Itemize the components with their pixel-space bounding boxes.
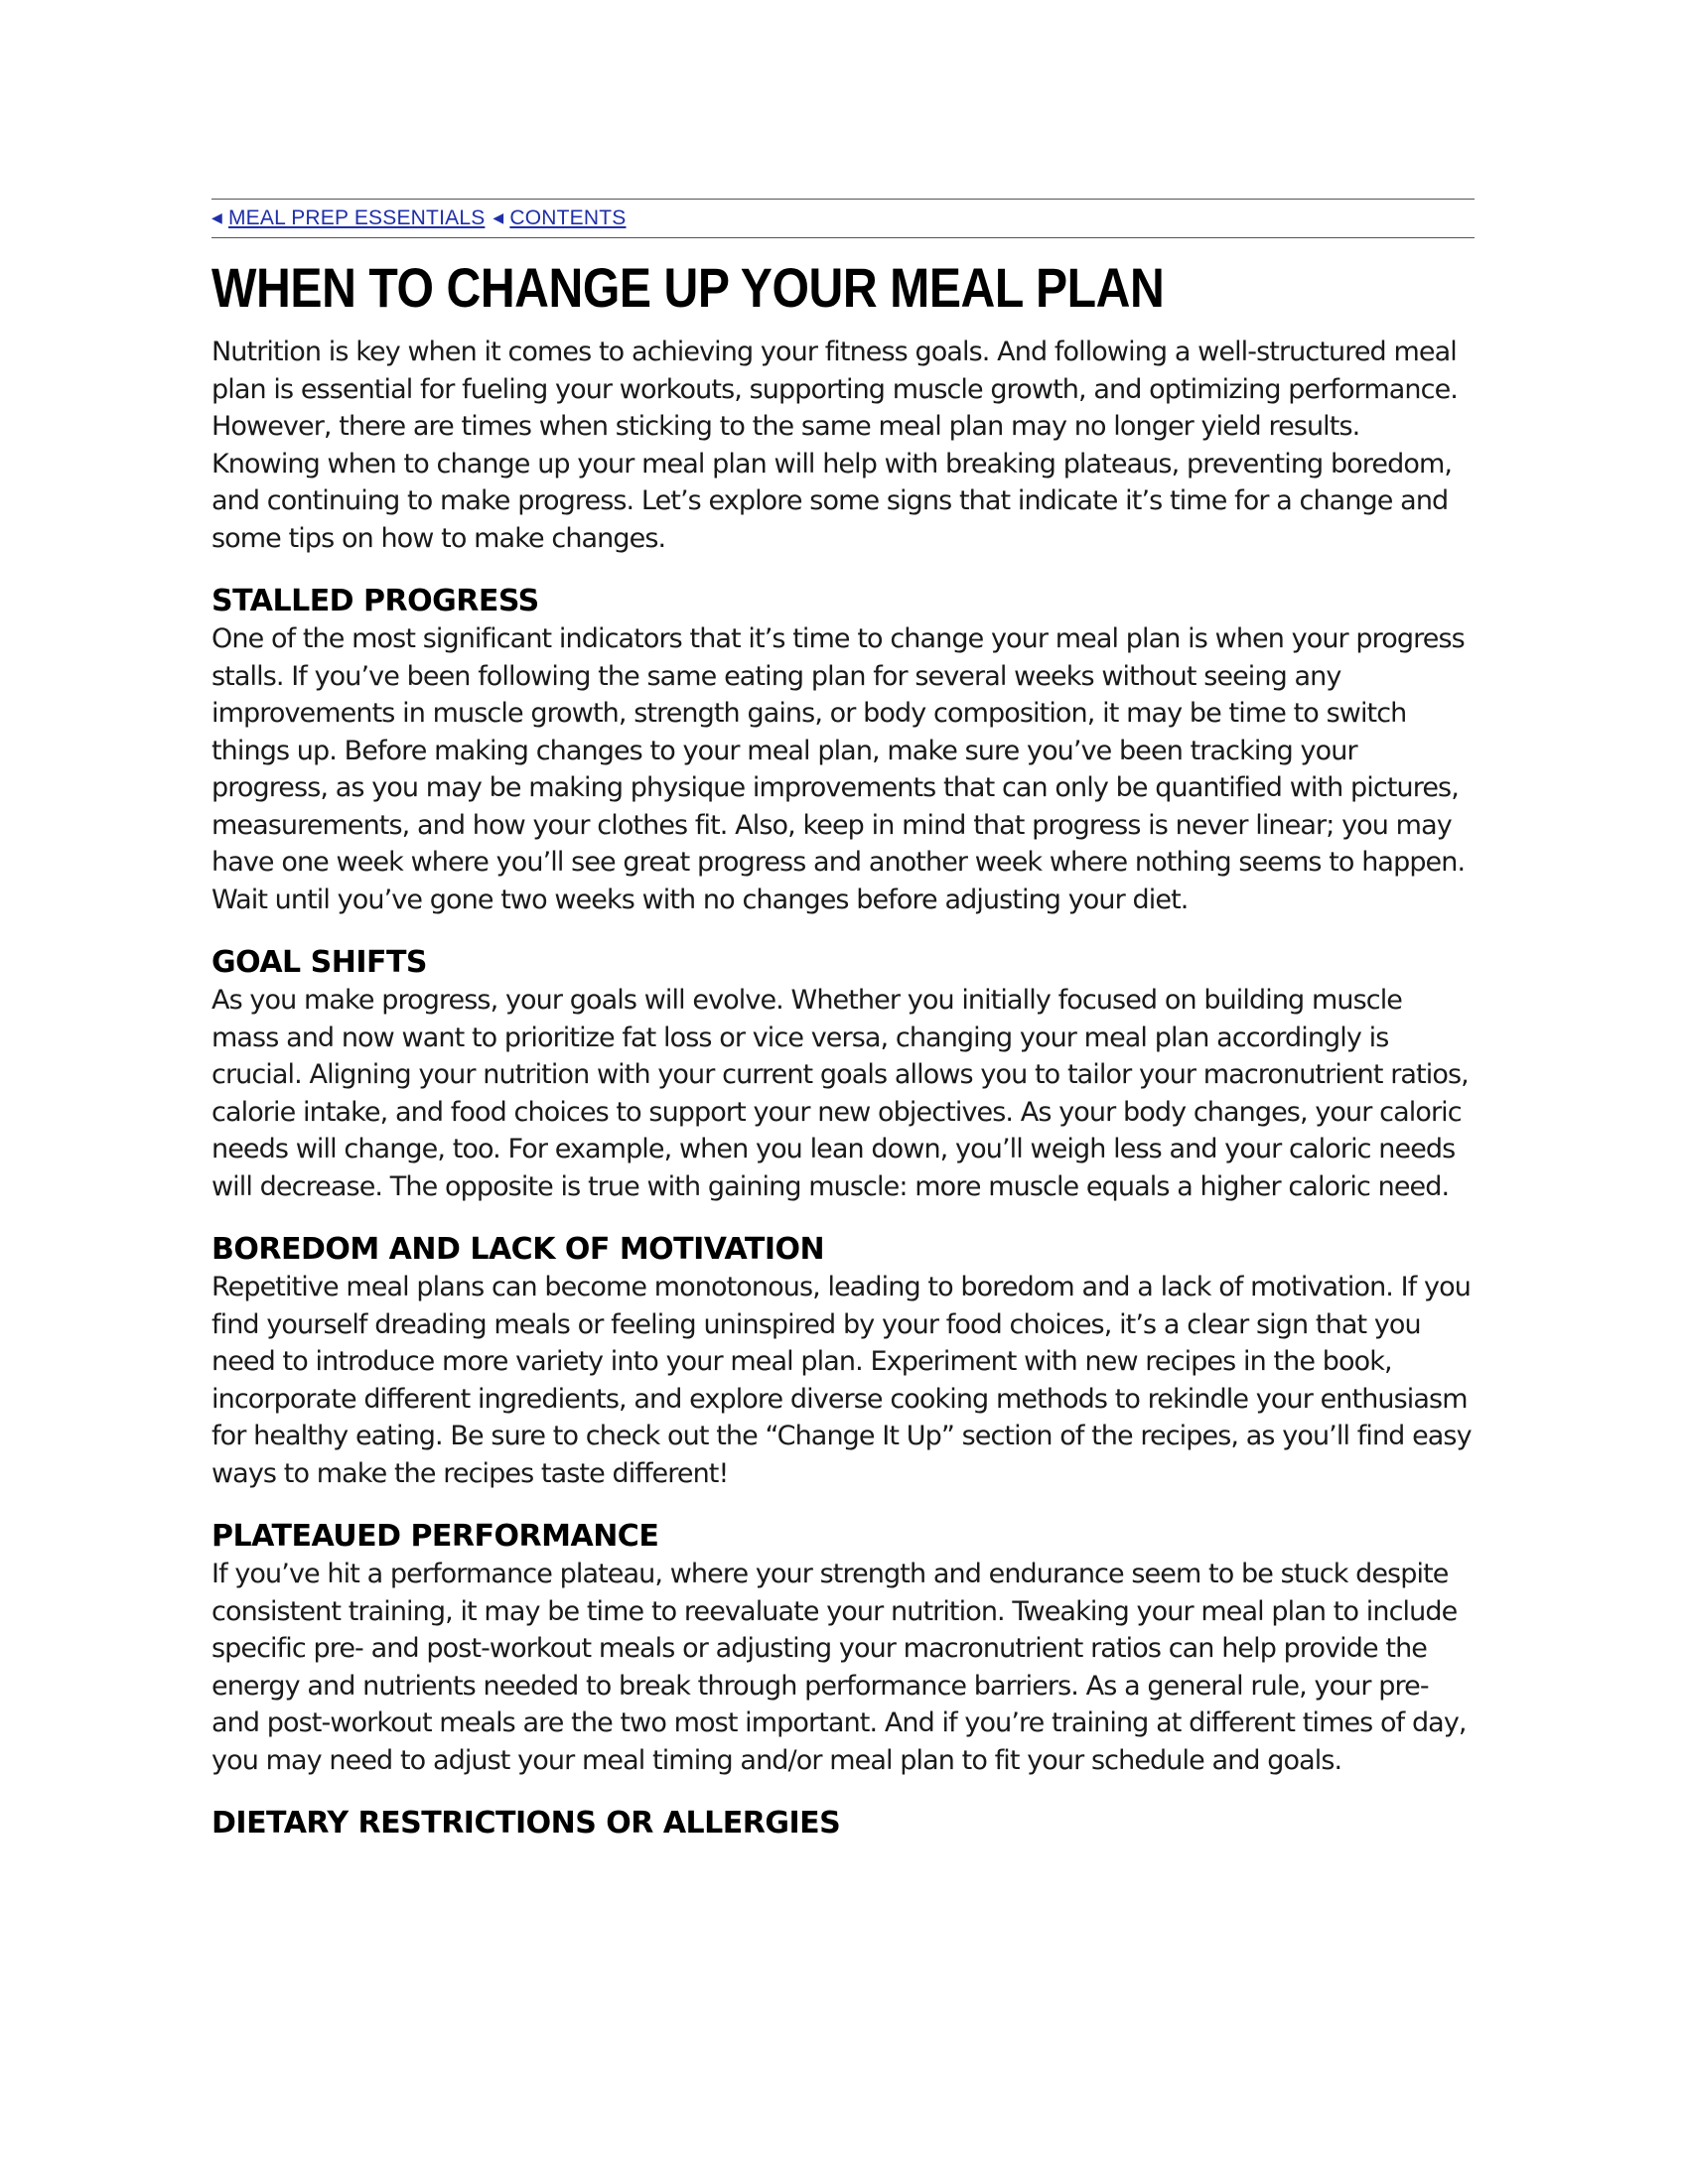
breadcrumb [211,199,1475,238]
section-text-stalled-progress: One of the most significant indicators that it’s time to change your meal plan is when your progress stalls. If you’ve been following the same eating plan for several weeks without seeing any improvements in muscle growth, strength gains, or body composition, it may be time to switch things up. Before making changes to your meal plan, make sure you’ve been tracking your progress, as you may be making physique improvements that can only be quantified with pictures, measurements, and how your clothes fit. Also, keep in mind that progress is never linear; you may have one week where you’ll see great progress and another week where nothing seems to happen. Wait until you’ve gone two weeks with no changes before adjusting your diet. [211,623,1466,915]
section-text-goal-shifts: As you make progress, your goals will evolve. Whether you initially focused on building muscle mass and now want to prioritize fat loss or vice versa, changing your meal plan accordingly is crucial. Aligning your nutrition with your current goals allows you to tailor your macronutrient ratios, calorie intake, and food choices to support your new objectives. As your body changes, your caloric needs will change, too. For example, when you lean down, you’ll weigh less and your caloric needs will decrease. The opposite is true with gaining muscle: more muscle equals a higher caloric need. [211,985,1469,1202]
section-heading-dietary-restrictions: DIETARY RESTRICTIONS OR ALLERGIES [211,1806,841,1841]
back-arrow-icon: ◀ [211,208,222,225]
intro-paragraph: Nutrition is key when it comes to achieving your fitness goals. And following a well-structured meal plan is essential for fueling your workouts, supporting muscle growth, and optimizing performance. However, there are times when sticking to the same meal plan may no longer yield results. Knowing when to change up your meal plan will help with breaking plateaus, preventing boredom, and continuing to make progress. Let’s explore some signs that indicate it’s time for a change and some tips on how to make changes. [211,337,1458,554]
meal-prep-essentials-link[interactable]: MEAL PREP ESSENTIALS [227,206,486,229]
section-text-boredom: Repetitive meal plans can become monotonous, leading to boredom and a lack of motivation. If you find yourself dreading meals or feeling uninspired by your food choices, it’s a clear sign that you need to introduce more variety into your meal plan. Experiment with new recipes in the book, incorporate different ingredients, and explore diverse cooking methods to rekindle your enthusiasm for healthy eating. Be sure to check out the “Change It Up” section of the recipes, as you’ll find easy ways to make the recipes taste different! [211,1272,1472,1489]
page [211,199,1475,1843]
section-heading-stalled-progress: STALLED PROGRESS [211,584,539,618]
section-text-plateaued-performance: If you’ve hit a performance plateau, where your strength and endurance seem to be stuck despite consistent training, it may be time to reevaluate your nutrition. Tweaking your meal plan to include specific pre- and post-workout meals or adjusting your macronutrient ratios can help provide the energy and nutrients needed to break through performance barriers. As a general rule, your pre- and post-workout meals are the two most important. And if you’re training at different times of day, you may need to adjust your meal timing and/or meal plan to fit your schedule and goals. [211,1559,1467,1776]
contents-link[interactable]: CONTENTS [509,206,627,229]
back-arrow-icon: ◀ [492,208,504,225]
page-title: WHEN TO CHANGE UP YOUR MEAL PLAN [211,256,1165,319]
section-heading-goal-shifts: GOAL SHIFTS [211,945,428,980]
section-heading-plateaued-performance: PLATEAUED PERFORMANCE [211,1519,659,1554]
section-heading-boredom: BOREDOM AND LACK OF MOTIVATION [211,1232,825,1267]
